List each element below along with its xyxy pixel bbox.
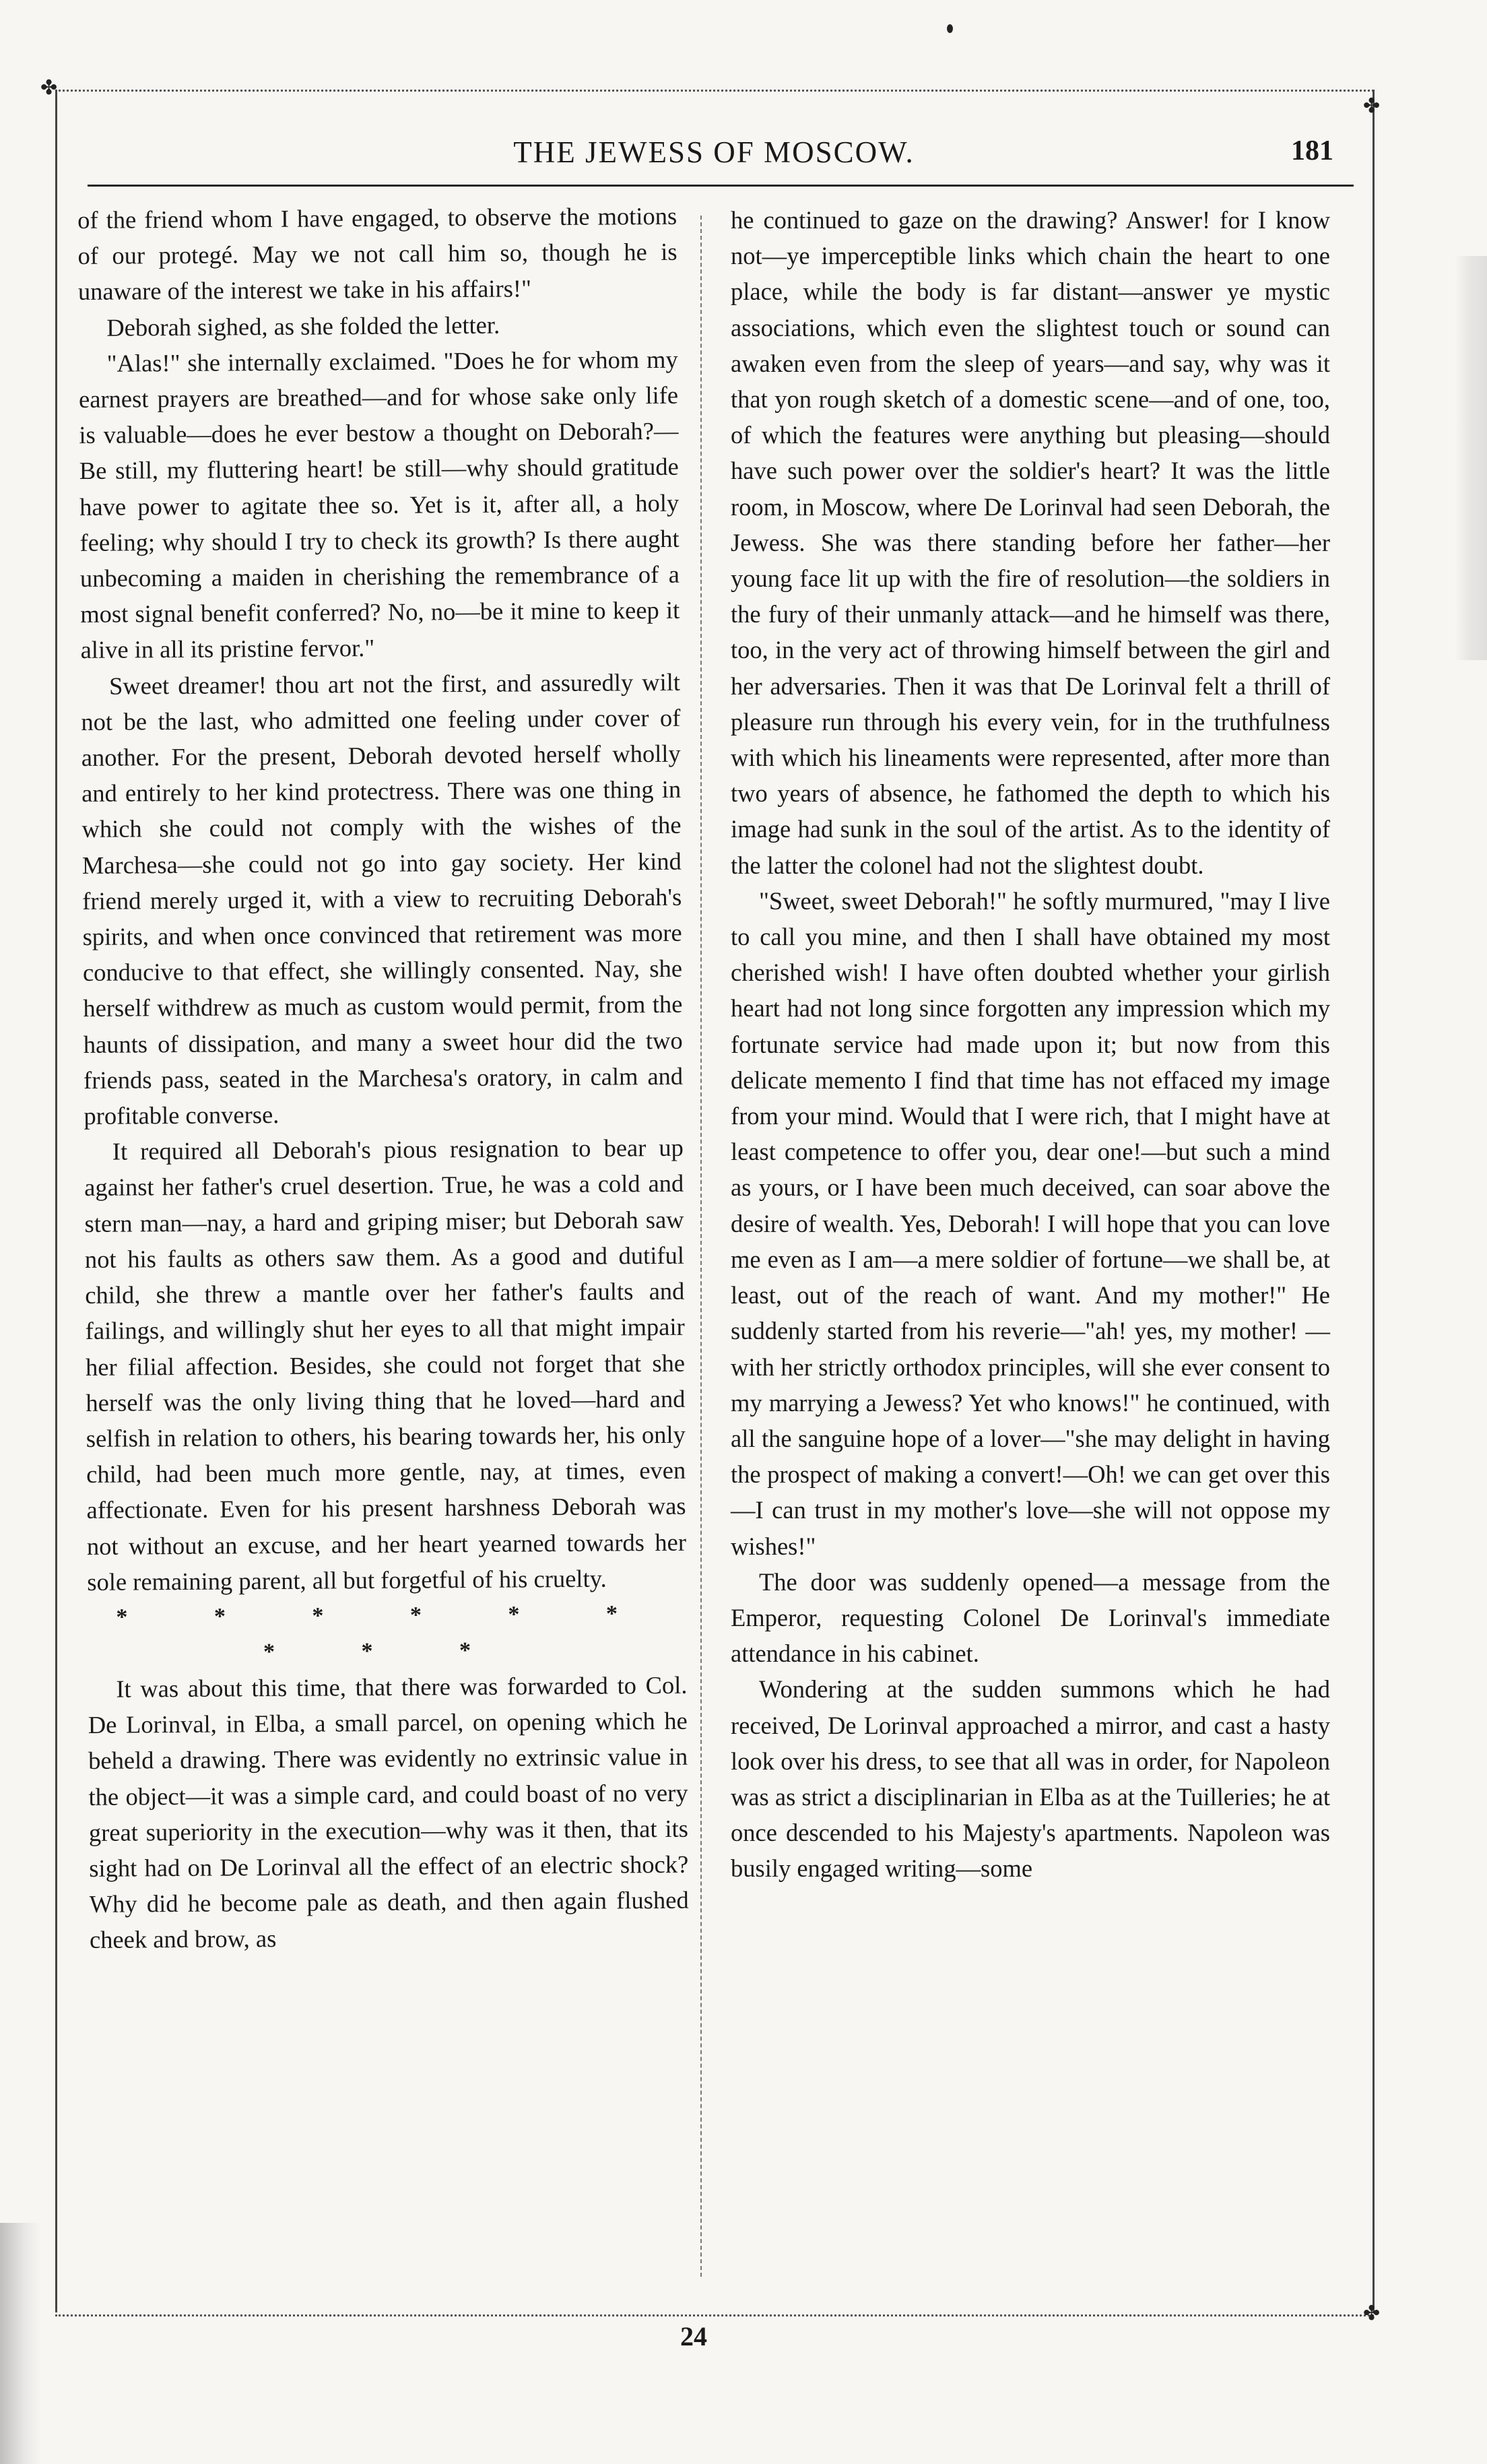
paragraph: Wondering at the sudden summons which he had received, De Lorinval approached a mirror, and cast a hasty look over his dress, to see that all was in order, for Napoleon was as strict a disciplinarian in Elba as at the Tuilleries; he at once descended to his Majesty's apartments. Napoleon was busily engaged writing—some: [731, 1675, 1330, 1883]
ink-spot: [947, 24, 953, 33]
paragraph: Deborah sighed, as she folded the letter.: [106, 311, 500, 342]
frame-left-rule: [55, 90, 57, 2312]
paragraph: The door was suddenly opened—a message from the Emperor, requesting Colonel De Lorinval's immediate attendance in his cabinet.: [731, 1567, 1330, 1668]
paragraph: Sweet dreamer! thou art not the first, and assuredly wilt not be the last, who admitted one feeling under cover of another. For the present, Deborah devoted herself wholly and entirely to her kind protectress. There was one thing in which she could not comply with the wishes of the Marchesa—she could not go into gay society. Her kind friend merely urged it, with a view to recruiting Deborah's spirits, and when once convinced that retirement was more conducive to that effect, she willingly consented. Nay, she herself withdrew as much as custom would permit, from the haunts of dissipation, and many a sweet hour did the two friends pass, seated in the Marchesa's oratory, in calm and profitable converse.: [81, 668, 684, 1130]
running-title: THE JEWESS OF MOSCOW.: [513, 135, 915, 169]
paragraph: It was about this time, that there was forwarded to Col. De Lorinval, in Elba, a small parcel, on opening which he beheld a drawing. There was evidently no extrinsic value in the object—it was a simple card, and could boast of no very great superiority in the execution—why was it then, that its sight had on De Lorinval all the effect of an electric shock? Why did he become pale as death, and then again flushed cheek and brow, as: [88, 1671, 689, 1954]
left-column: [77, 198, 689, 1958]
page-number: 181: [1291, 135, 1333, 166]
paragraph: "Alas!" she internally exclaimed. "Does he for whom my earnest prayers are breathed—and for whose sake only life is valuable—does he ever bestow a thought on Deborah?—Be still, my fluttering heart! be still—why should gratitude have power to agitate thee so. Yet is it, after all, a holy feeling; why should I try to check its growth? Is there aught unbecoming a maiden in cherishing the remembrance of a most signal benefit conferred? No, no—be it mine to keep it alive in all its pristine fervor.": [78, 345, 680, 664]
paragraph: "Sweet, sweet Deborah!" he softly murmured, "may I live to call you mine, and then I shall have obtained my most cherished wish! I have often doubted whether your girlish heart had not long since forgotten any impression which my fortunate service had made upon it; but now from this delicate memento I find that time has not effaced my image from your mind. Would that I were rich, that I might have at least competence to offer you, dear one!—but such a mind as yours, or I have been much deceived, can soar above the desire of wealth. Yes, Deborah! I will hope that you can love me even as I am—a mere soldier of fortune—we shall be, at least, out of the reach of want. And my mother!" He suddenly started from his reverie—"ah! yes, my mother! —with her strictly orthodox principles, will she ever consent to my marrying a Jewess? Yet who knows!" he continued, with all the sanguine hope of a lover—"she may delight in having the prospect of making a convert!—Oh! we can get over this—I can trust in my mother's love—she will not oppose my wishes!": [731, 886, 1330, 1560]
page-header: [81, 135, 1347, 182]
signature-mark: 24: [680, 2321, 707, 2352]
paragraph: It required all Deborah's pious resignation to bear up against her father's cruel desertion. True, he was a cold and stern man—nay, a hard and griping miser; but Deborah saw not his faults as others saw them. As a good and dutiful child, she threw a mantle over her father's faults and failings, and willingly shut her eyes to all that might impair her filial affection. Besides, she could not forget that she herself was the only living thing that he loved—hard and selfish in relation to others, his bearing towards her, his only child, had been much more gentle, nay, at times, even affectionate. Even for his present harshness Deborah was not without an excuse, and her heart yearned towards her sole remaining parent, all but forgetful of his cruelty.: [84, 1134, 687, 1596]
column-divider: [700, 216, 702, 2277]
corner-ornament-icon: ✤: [1363, 2302, 1381, 2325]
page-edge-shadow: [1455, 256, 1487, 660]
paragraph: he continued to gaze on the drawing? Answer! for I know not—ye imperceptible links which chain the heart to one place, while the body is far distant—answer ye mystic associations, which even the slightest touch or sound can awaken even from the sleep of years—and say, why was it that yon rough sketch of a domestic scene—and of one, too, of which the features were anything but pleasing—should have such power over the soldier's heart? It was the little room, in Moscow, where De Lorinval had seen Deborah, the Jewess. She was there standing before her father—her young face lit up with the fire of resolution—the soldiers in the fury of their unmanly attack—and he himself was there, too, in the very act of throwing himself between the girl and her adversaries. Then it was that De Lorinval felt a thrill of pleasure run through his every vein, for in the truthfulness with which his lineaments were represented, after more than two years of absence, he fathomed the depth to which his image had sunk in the soul of the artist. As to the identity of the latter the colonel had not the slightest doubt.: [731, 206, 1330, 879]
section-break: * * * * * * * * *: [116, 1600, 659, 1665]
page-edge-tear: [0, 2223, 40, 2464]
corner-ornament-icon: ✤: [40, 77, 58, 99]
paragraph: of the friend whom I have engaged, to observe the motions of our protegé. May we not call him so, though he is unaware of the interest we take in his affairs!": [77, 201, 678, 306]
header-rule: [88, 185, 1354, 187]
right-column: [731, 202, 1330, 1887]
frame-right-rule: [1373, 90, 1375, 2312]
corner-ornament-icon: ✤: [1363, 95, 1381, 117]
